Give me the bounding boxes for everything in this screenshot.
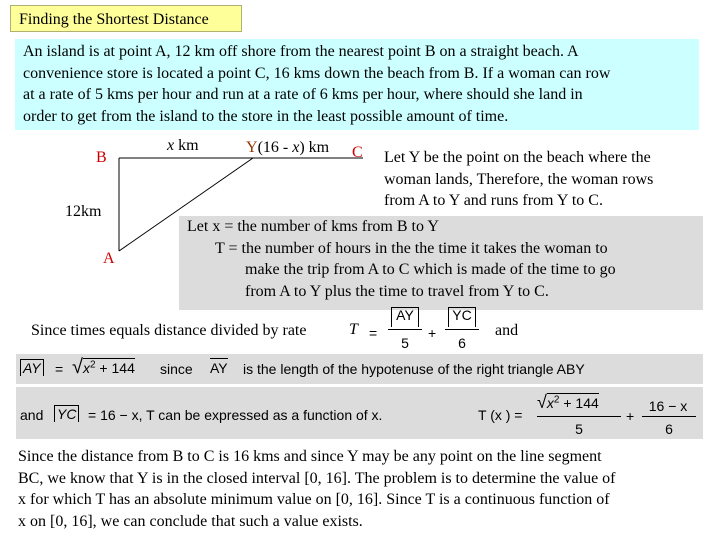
point-b-label: B [96,149,107,166]
km-unit-2: ) km [299,139,330,156]
yc-abs-value [54,405,79,422]
fraction-1-numerator [537,392,599,413]
definition-line-3: make the trip from A to C which is made of the time to go [245,261,616,278]
ay-overline-2 [210,360,228,376]
definition-line-1: Let x = the number of kms from B to Y [187,218,439,235]
hyp-rest: is the length of the hypotenuse of the right triangle ABY [243,361,585,377]
times-plus: + [428,325,437,341]
ay-bar [391,307,419,327]
conclusion-text [18,446,708,532]
ay-abs [20,360,44,376]
conclusion-line-1: Since the distance from B to C is 16 kms and since Y may be any point on the line segment [18,448,602,465]
num1-sup: 2 [553,394,560,406]
conclusion-line-4: x on [0, 16], we can conclude that such a value exists. [18,512,363,530]
distance-12km-label: 12km [65,203,102,220]
conclusion-line-2: BC, we know that Y is in the closed interval [0, 16]. The problem is to determine the value of [18,469,616,487]
sqrt-icon: √ [72,356,83,378]
sqrt-expression [72,356,135,379]
sixteen-minus: (16 - [257,139,293,156]
fraction-2-denominator: 6 [665,421,673,437]
frac-line-2 [445,329,479,330]
yc-abs [54,406,79,422]
explain-line-2: woman lands, Therefore, the woman rows [384,170,654,188]
ay-text: AY [23,360,41,376]
problem-line-2: convenience store is located a point C, 16 kms down the beach from B. If a woman can row [23,64,611,82]
t-var: T [349,321,358,338]
definition-box [179,216,703,310]
six-denominator: 6 [458,335,466,351]
fraction-plus: + [626,408,635,424]
yc-and: and [20,407,44,423]
times-eq: = [369,325,378,341]
yc-text: YC [57,406,77,422]
sqrt-icon-2: √ [537,392,547,412]
problem-line-4: order to get from the island to the store in the least possible amount of time. [23,107,509,125]
km-unit: km [174,137,199,154]
fraction-2-numerator: 16 − x [648,398,688,414]
num1-x: x [546,395,554,411]
point-c-label: C [352,144,363,161]
y-segment-label [246,139,329,157]
yc-rest: = 16 − x, T can be expressed as a function of x. [88,407,383,423]
hyp-eq: = [55,361,64,377]
yc-numerator: YC [452,307,472,323]
ay-abs-value [20,359,44,376]
five-denominator: 5 [401,335,409,351]
definition-line-4: from A to Y plus the time to travel from Y to C. [245,282,549,300]
problem-line-3: at a rate of 5 kms per hour and run at a rate of 6 kms per hour, where should she land in [23,86,583,103]
times-and: and [495,322,519,339]
problem-line-1: An island is at point A, 12 km off shore from the nearest point B on a straight beach. A [23,43,579,60]
frac-line-1 [388,329,422,330]
num1-tail: + 144 [559,395,599,411]
point-a-label: A [103,250,115,267]
sqrt-sup: 2 [89,359,96,371]
times-t [349,321,358,339]
yc-bar [448,307,476,327]
ay-text-2: AY [210,360,228,376]
hyp-since: since [160,361,193,377]
sqrt-content [83,358,135,376]
conclusion-line-3: x for which T has an absolute minimum value on [0, 16]. Since T is a continuous function of [18,491,610,508]
x-km-label [167,137,199,155]
sqrt-tail: + 144 [95,360,135,376]
tx-label: T (x ) = [478,407,523,423]
times-statement: Since times equals distance divided by rate [31,322,307,339]
frac-line-3 [537,416,621,417]
sqrt-x: x [82,360,90,376]
x-var-2: x [292,139,300,156]
x-var: x [167,137,175,154]
frac-line-4 [642,416,696,417]
explain-line-3: from A to Y and runs from Y to C. [384,192,603,209]
sqrt-content-2 [547,393,599,411]
ay-numerator: AY [396,307,414,323]
fraction-1-denominator: 5 [575,421,583,437]
page-title: Finding the Shortest Distance [10,5,242,32]
point-y-label: Y [246,139,258,156]
explain-text [384,147,653,212]
definition-line-2: T = the number of hours in the the time it takes the woman to [215,239,608,257]
explain-line-1: Let Y be the point on the beach where the [384,149,651,166]
